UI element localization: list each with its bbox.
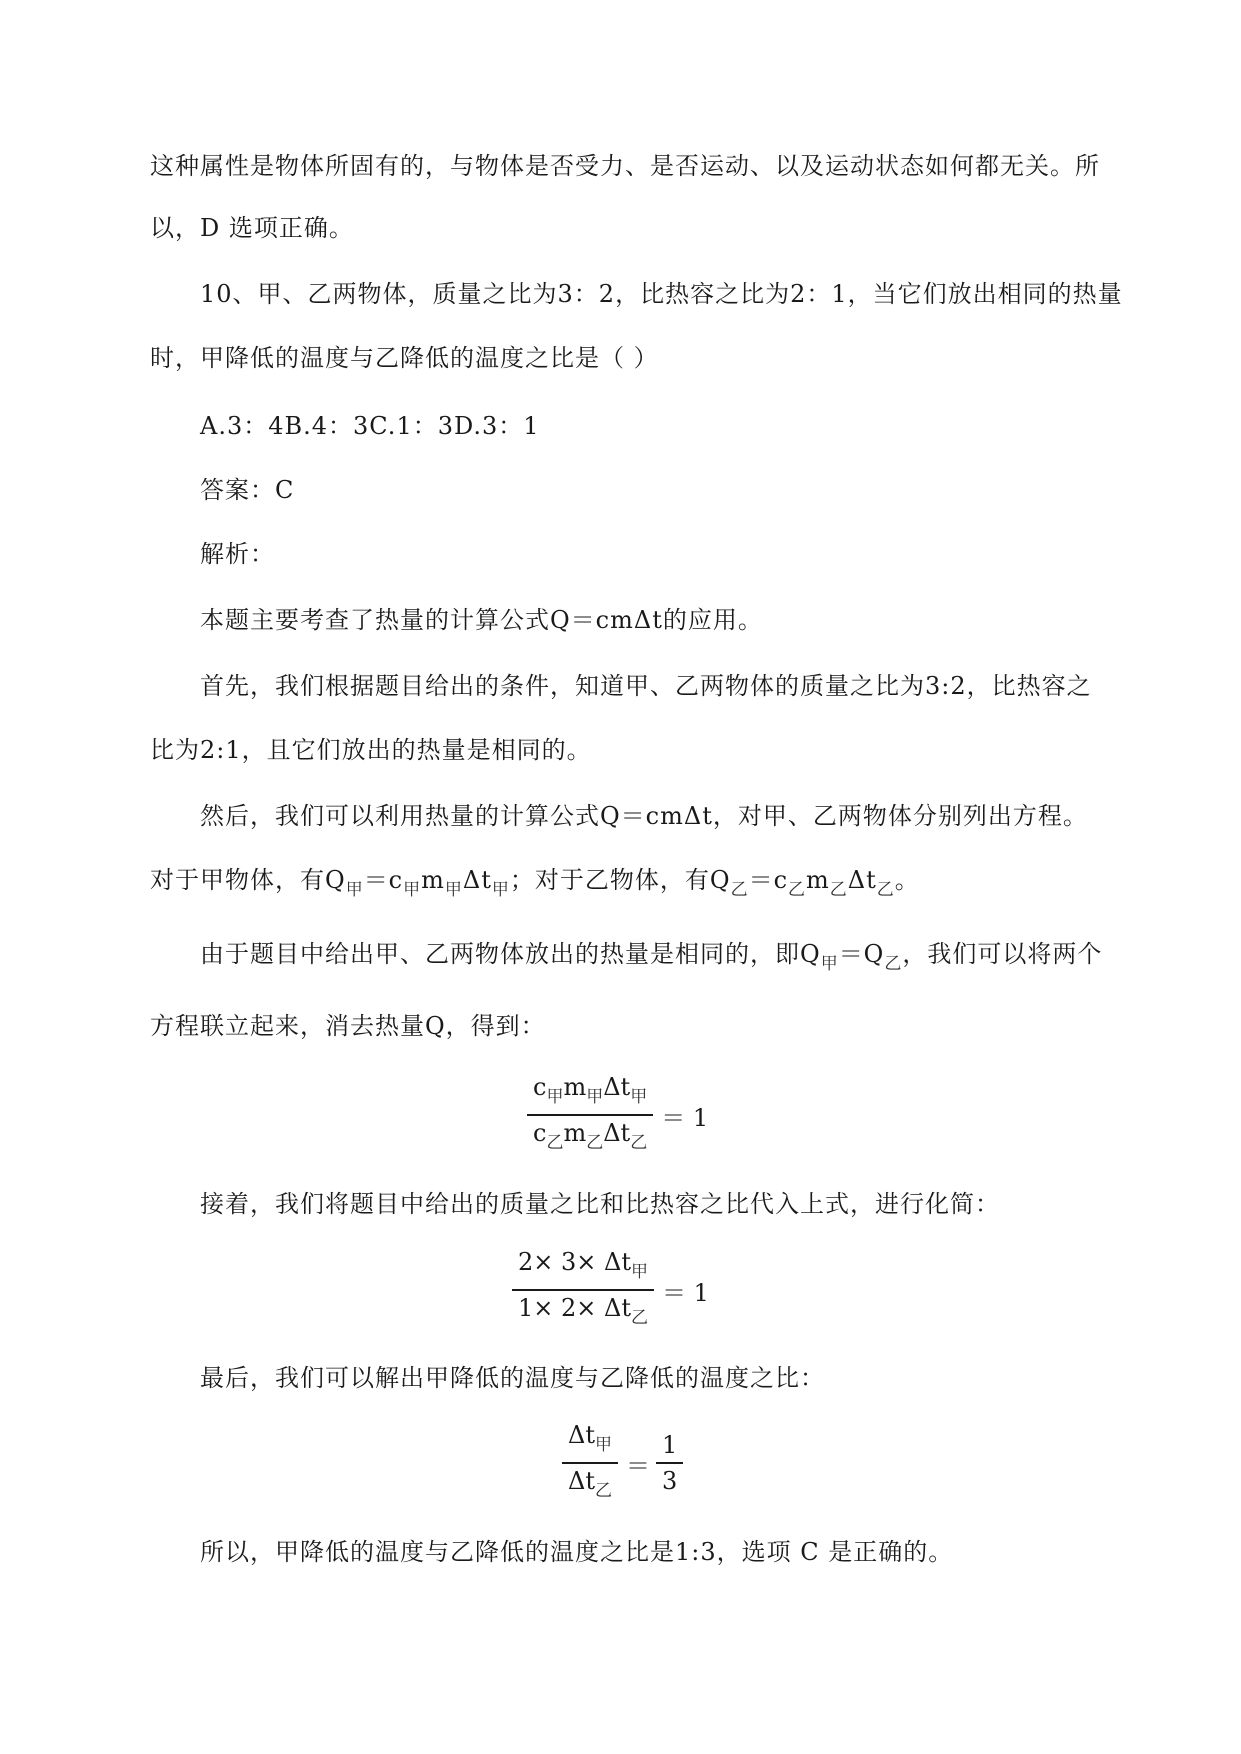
subscript-yi: 乙 [730,880,749,900]
subscript-yi: 乙 [876,880,895,900]
text-segment: 。 [894,866,920,894]
result-denominator: 3 [661,1467,678,1495]
subscript-jia: 甲 [546,1087,564,1107]
subscript-jia: 甲 [444,880,463,900]
symbol-c: c [533,1119,547,1147]
text-segment: ＝c [363,866,404,894]
symbol-m: m [563,1119,587,1147]
fraction-denominator [562,1464,618,1508]
subscript-jia: 甲 [586,1087,604,1107]
analysis-paragraph-4-line-2: 方程联立起来，消去热量Q，得到： [150,1012,546,1040]
result-fraction [656,1428,683,1498]
symbol-m: m [563,1073,587,1101]
subscript-jia: 甲 [630,1087,648,1107]
formula-result-ratio [562,1418,683,1508]
text-segment: ，我们可以将两个 [902,940,1103,968]
equation-rhs: ＝ 1 [662,1278,709,1307]
fraction [512,1245,654,1335]
fraction-numerator [527,1070,653,1116]
subscript-jia: 甲 [345,880,364,900]
fraction-numerator [562,1418,618,1464]
symbol-delta-t: Δt [568,1467,595,1495]
analysis-paragraph-4-line-1 [200,938,1102,980]
subscript-yi: 乙 [594,1481,612,1501]
equation-rhs: ＝ 1 [661,1103,709,1132]
analysis-paragraph-3-line-2 [150,864,920,906]
subscript-jia: 甲 [631,1262,648,1282]
analysis-paragraph-3-line-1: 然后，我们可以利用热量的计算公式Q＝cmΔt，对甲、乙两物体分别列出方程。 [200,802,1088,830]
text-segment: 对于甲物体，有Q [150,866,346,894]
subscript-yi: 乙 [586,1133,604,1153]
fraction [527,1070,653,1160]
text-segment: 由于题目中给出甲、乙两物体放出的热量是相同的，即Q [200,940,821,968]
subscript-yi: 乙 [829,880,848,900]
analysis-paragraph-5: 接着，我们将题目中给出的质量之比和比热容之比代入上式，进行化简： [200,1190,1000,1218]
numerator-expression: 2× 3× Δt [518,1248,631,1276]
subscript-jia: 甲 [594,1435,612,1455]
fraction [562,1418,618,1508]
subscript-yi: 乙 [788,880,807,900]
text-segment: ；对于乙物体，有Q [509,866,731,894]
question-line-2: 时，甲降低的温度与乙降低的温度之比是（ ） [150,344,659,372]
text-segment: m [421,866,445,894]
text-segment: Δt [462,866,492,894]
text-segment: ＝c [748,866,789,894]
subscript-yi: 乙 [630,1133,648,1153]
symbol-delta-t: Δt [603,1073,631,1101]
equals-sign: ＝ [625,1451,650,1480]
analysis-paragraph-2-line-2: 比为2:1，且它们放出的热量是相同的。 [150,736,592,764]
subscript-yi: 乙 [631,1308,648,1328]
question-line-1: 10、甲、乙两物体，质量之比为3：2，比热容之比为2：1，当它们放出相同的热量 [200,280,1123,308]
question-options: A.3：4B.4：3C.1：3D.3：1 [200,412,540,440]
fraction-denominator [512,1291,654,1335]
answer-line: 答案：C [200,476,295,504]
result-numerator: 1 [656,1428,683,1464]
text-segment: m [806,866,830,894]
subscript-jia: 甲 [820,954,839,974]
text-segment: ＝Q [838,940,885,968]
subscript-jia: 甲 [403,880,422,900]
fraction-numerator [512,1245,654,1291]
formula-ratio-equation [527,1070,708,1160]
denominator-expression: 1× 2× Δt [518,1294,631,1322]
text-segment: Δt [847,866,877,894]
analysis-paragraph-1: 本题主要考查了热量的计算公式Q＝cmΔt的应用。 [200,606,763,634]
symbol-delta-t: Δt [603,1119,631,1147]
formula-substituted-equation [512,1245,709,1335]
subscript-jia: 甲 [491,880,510,900]
intro-line-2: 以，D 选项正确。 [150,214,354,242]
analysis-paragraph-2-line-1: 首先，我们根据题目给出的条件，知道甲、乙两物体的质量之比为3:2，比热容之 [200,672,1092,700]
conclusion: 所以，甲降低的温度与乙降低的温度之比是1:3，选项 C 是正确的。 [200,1538,954,1566]
symbol-c: c [533,1073,547,1101]
subscript-yi: 乙 [884,954,903,974]
analysis-paragraph-6: 最后，我们可以解出甲降低的温度与乙降低的温度之比： [200,1364,825,1392]
intro-line-1: 这种属性是物体所固有的，与物体是否受力、是否运动、以及运动状态如何都无关。所 [150,152,1100,180]
subscript-yi: 乙 [546,1133,564,1153]
fraction-denominator [527,1116,653,1160]
symbol-delta-t: Δt [568,1421,595,1449]
analysis-label: 解析： [200,540,275,568]
